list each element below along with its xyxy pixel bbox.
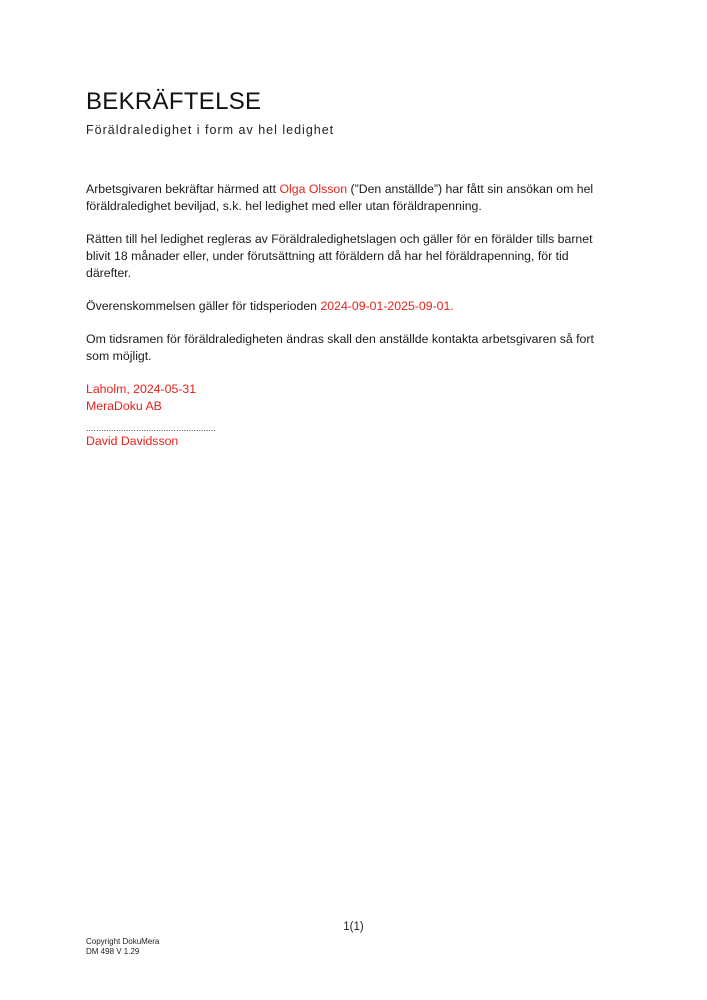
paragraph-confirmation-before: Arbetsgivaren bekräftar härmed att xyxy=(86,182,280,196)
footer-doc-id: DM 498 V 1.29 xyxy=(86,947,140,956)
document-title: BEKRÄFTELSE xyxy=(86,88,262,115)
employee-name: Olga Olsson xyxy=(279,182,348,196)
company-name: MeraDoku AB xyxy=(86,399,162,413)
place-date: Laholm, 2024-05-31 xyxy=(86,382,197,396)
paragraph-rights: Rätten till hel ledighet regleras av Föräldraledighetslagen och gäller för en förälder tills barnet blivit 18 månader eller, under förutsättning att föräldern då har hel föräldrapenning, för tid därefter. xyxy=(86,232,593,280)
footer xyxy=(86,937,159,957)
paragraph-period-before: Överenskommelsen gäller för tidsperioden xyxy=(86,299,321,313)
footer-copyright: Copyright DokuMera xyxy=(86,937,160,946)
leave-period: 2024-09-01-2025-09-01. xyxy=(320,299,454,313)
signature-line: .................................................... xyxy=(86,423,217,433)
paragraph-confirmation-after: (”Den anställde”) har fått sin ansökan om hel föräldraledighet beviljad, s.k. hel ledighet med eller utan föräldrapenning. xyxy=(86,182,594,213)
signatory-name: David Davidsson xyxy=(86,434,179,448)
paragraph-changes: Om tidsramen för föräldraledigheten ändras skall den anställde kontakta arbetsgivaren så fort som möjligt. xyxy=(86,332,594,363)
signature-block xyxy=(86,381,616,450)
document-body xyxy=(86,181,616,450)
paragraph-period xyxy=(86,298,616,315)
page-number: 1(1) xyxy=(343,921,364,933)
document-subtitle: Föräldraledighet i form av hel ledighet xyxy=(86,123,335,137)
paragraph-confirmation xyxy=(86,181,616,215)
